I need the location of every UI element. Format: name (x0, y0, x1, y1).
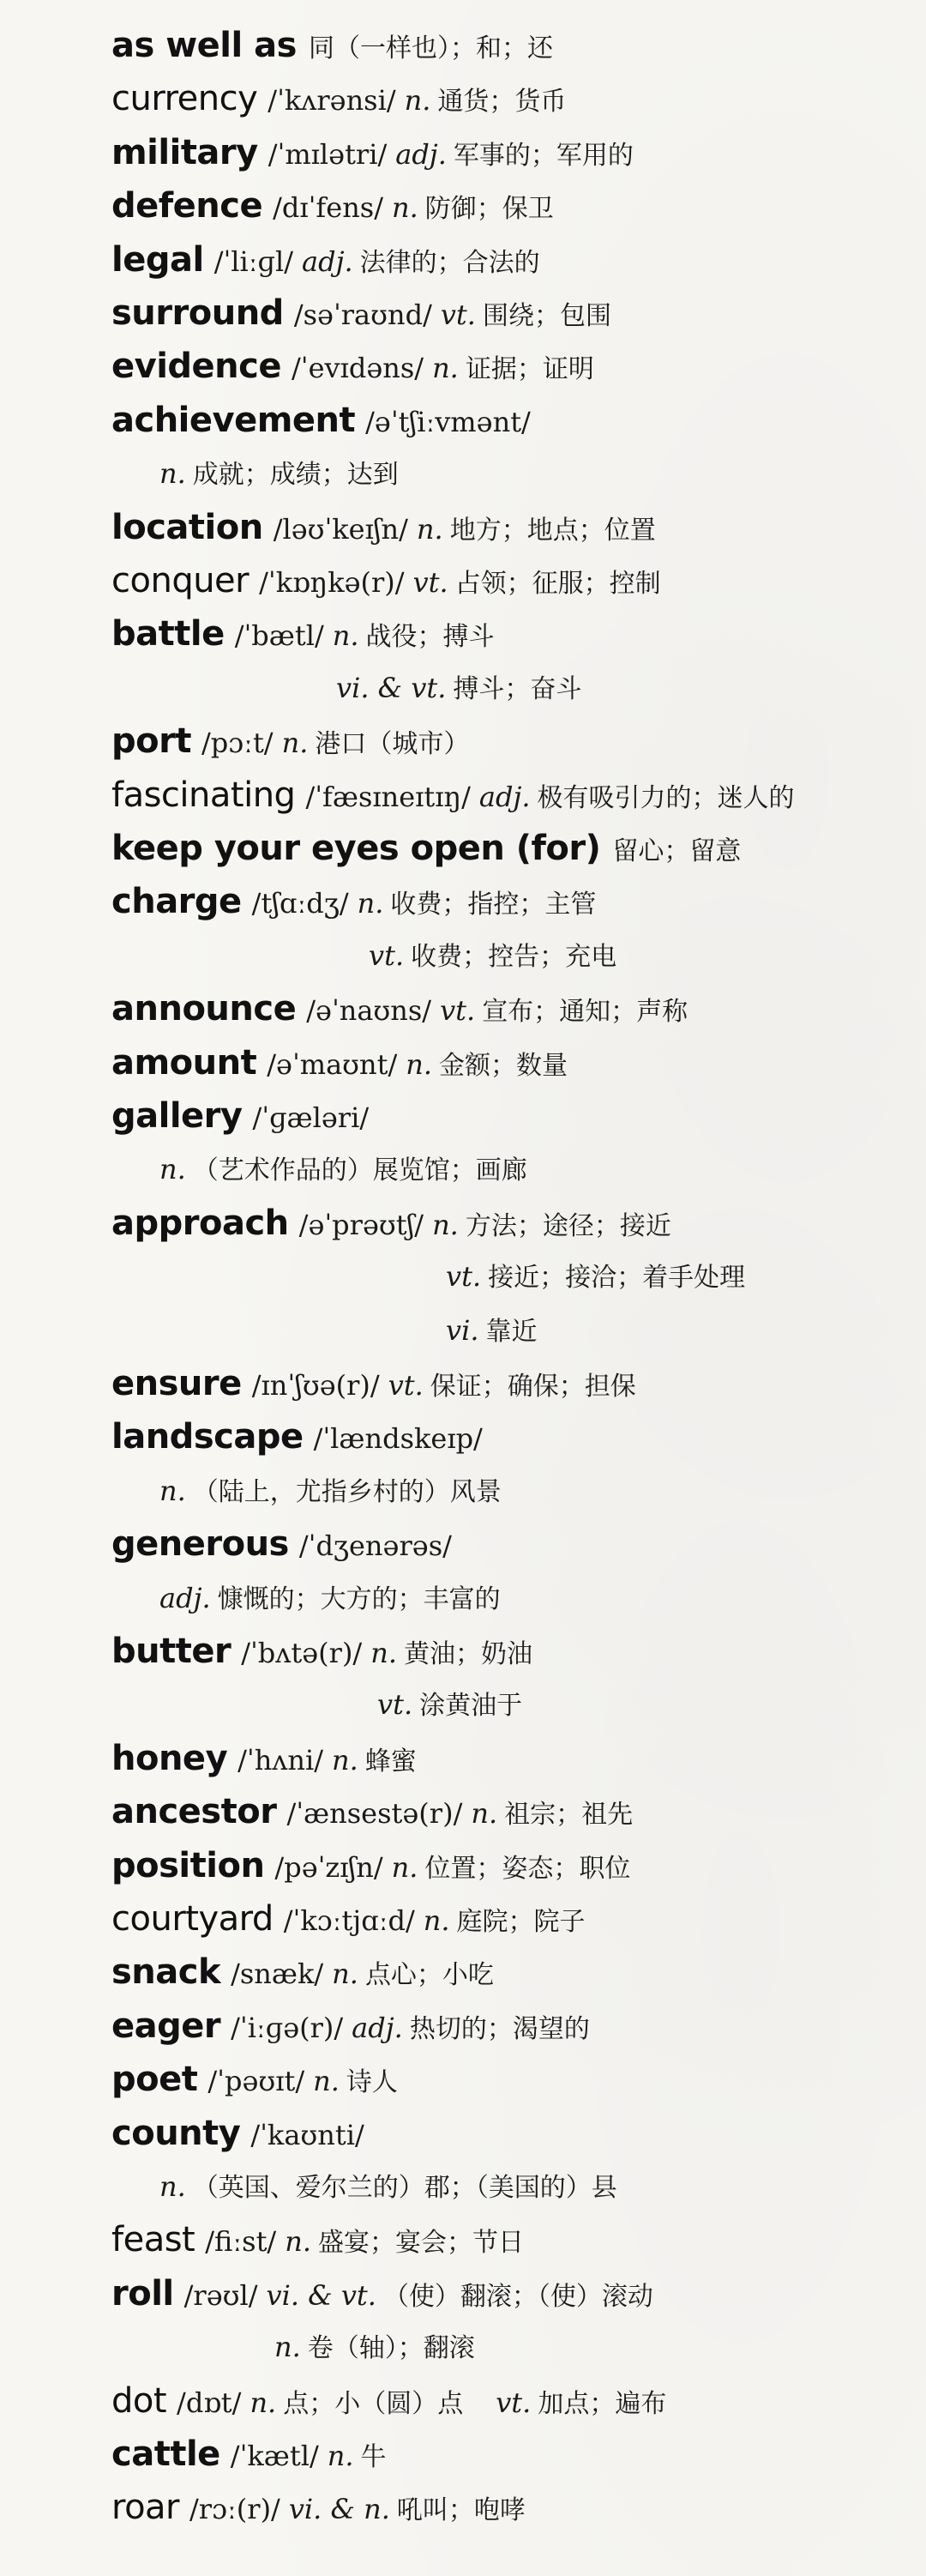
entry-continuation-line (159, 1572, 501, 1625)
phonetic: /ˈbʌtə(r)/ (241, 1637, 363, 1669)
part-of-speech: n. (416, 512, 443, 546)
phonetic: /dɒt/ (177, 2386, 242, 2419)
phonetic: /ˈfæsɪneɪtɪŋ/ (305, 780, 471, 813)
part-of-speech: n. (274, 2331, 301, 2364)
part-of-speech: n. (250, 2386, 277, 2419)
definition: 位置；姿态；职位 (424, 1853, 631, 1884)
phonetic: /snæk/ (231, 1958, 324, 1991)
definition: 庭院；院子 (456, 1907, 586, 1937)
headword: county (111, 2113, 241, 2153)
headword: conquer (111, 561, 250, 600)
entry-line (111, 287, 611, 340)
phonetic: /əˈmaʊnt/ (267, 1047, 398, 1081)
entry-line (111, 1625, 532, 1678)
entry-line (111, 179, 554, 232)
entry-line (111, 875, 596, 928)
headword: surround (111, 293, 284, 333)
headword: honey (111, 1738, 228, 1778)
phonetic: /ˈænsestə(r)/ (286, 1797, 463, 1831)
headword: dot (111, 2380, 167, 2421)
part-of-speech: vt. (369, 938, 405, 972)
phonetic: /ˈevɪdəns/ (292, 352, 424, 385)
entry-continuation-line (159, 2160, 617, 2213)
definition: 盛宴；宴会；节日 (317, 2228, 524, 2259)
part-of-speech: n. (391, 1850, 418, 1884)
definition: 诗人 (346, 2067, 398, 2098)
part-of-speech: adj. (478, 780, 531, 813)
entry-line (111, 1839, 630, 1892)
headword: generous (111, 1524, 289, 1565)
definition: 战役；搏斗 (365, 622, 495, 653)
entry-line (111, 72, 566, 125)
entry-line (111, 1946, 494, 1999)
headword: gallery (111, 1096, 243, 1136)
entry-continuation-line (159, 1143, 527, 1196)
headword: butter (111, 1632, 232, 1671)
phonetic: /ˈɡæləri/ (252, 1101, 370, 1134)
definition: 保证；确保；担保 (430, 1372, 636, 1402)
headword: snack (111, 1952, 221, 1993)
part-of-speech: n. (332, 1743, 358, 1777)
entry-line (111, 1785, 633, 1838)
entry-line (111, 126, 634, 179)
headword: battle (111, 614, 225, 655)
phonetic: /ˈkaʊnti/ (250, 2118, 364, 2151)
headword: defence (111, 186, 263, 226)
headword: location (111, 507, 263, 547)
entry-line (111, 1892, 586, 1946)
definition: 黄油；奶油 (403, 1639, 532, 1669)
entry-line (111, 2213, 524, 2266)
definition: 军事的；军用的 (453, 140, 634, 171)
entry-line (111, 2481, 526, 2534)
part-of-speech: adj. (159, 1581, 211, 1614)
definition: 法律的；合法的 (359, 247, 540, 278)
part-of-speech: vt. (496, 2386, 532, 2419)
entry-line (111, 2267, 653, 2320)
headword: ancestor (111, 1792, 277, 1832)
phonetic: /rɔː(r)/ (189, 2493, 280, 2526)
part-of-speech: vt. (440, 299, 476, 331)
entry-continuation-line (274, 2320, 475, 2374)
phonetic: /ˈkʌrənsi/ (268, 84, 396, 118)
phonetic: /ˈliːɡl/ (213, 244, 294, 278)
definition: 极有吸引力的；迷人的 (537, 782, 795, 813)
part-of-speech: n. (432, 1208, 459, 1241)
part-of-speech: n. (432, 352, 459, 385)
entry-line (111, 340, 594, 393)
phonetic: /ˈhʌni/ (238, 1743, 324, 1777)
entry-continuation-line (336, 661, 581, 715)
definition: 防御；保卫 (424, 194, 554, 225)
headword: eager (111, 2006, 221, 2046)
entry-line (111, 1732, 417, 1785)
headword: charge (111, 882, 242, 922)
entry-line (111, 1036, 568, 1089)
definition: 证据；证明 (465, 354, 594, 385)
entry-line (111, 2428, 387, 2481)
entry-continuation-line (369, 929, 616, 982)
phonetic: /ˈlændskeɪp/ (313, 1422, 483, 1456)
part-of-speech: adj. (352, 2011, 403, 2044)
entry-continuation-line (159, 1464, 502, 1517)
entry-continuation-line (377, 1678, 522, 1731)
entry-line (111, 982, 688, 1035)
definition: 点心；小吃 (364, 1960, 494, 1991)
headword: approach (111, 1203, 289, 1243)
phonetic: /ˈiːɡə(r)/ (231, 2011, 344, 2044)
entry-line (111, 233, 540, 287)
definition: 接近；接洽；着手处理 (488, 1263, 746, 1294)
headword: legal (111, 239, 204, 280)
part-of-speech: n. (159, 2170, 186, 2203)
part-of-speech: n. (404, 84, 431, 118)
phonetic: /əˈtʃiːvmənt/ (365, 405, 531, 438)
definition: 留心；留意 (612, 836, 742, 866)
entry-continuation-line (159, 447, 399, 500)
headword: cattle (111, 2434, 220, 2474)
headword: evidence (111, 347, 281, 387)
entry-line (111, 769, 795, 822)
headword: position (111, 1845, 265, 1885)
entry-line (111, 1517, 452, 1571)
headword: amount (111, 1042, 257, 1083)
phonetic: /tʃɑːdʒ/ (251, 887, 349, 920)
part-of-speech: n. (285, 2225, 311, 2259)
phonetic: /ˈpəʊɪt/ (207, 2065, 305, 2098)
definition: 点；小（圆）点 (283, 2388, 464, 2419)
phonetic: /səˈraʊnd/ (293, 299, 432, 331)
headword: achievement (111, 400, 356, 440)
definition: 收费；指控；主管 (390, 890, 597, 920)
phonetic: /əˈprəʊtʃ/ (298, 1208, 424, 1241)
headword: poet (111, 2060, 198, 2100)
definition: （艺术作品的）展览馆；画廊 (192, 1155, 527, 1186)
entry-line (111, 1410, 483, 1463)
phonetic: /fiːst/ (205, 2225, 277, 2259)
entry-line (111, 1197, 671, 1250)
part-of-speech: n. (281, 727, 309, 760)
headword: announce (111, 989, 297, 1029)
phonetic: /ɪnˈʃʊə(r)/ (251, 1369, 380, 1402)
definition: （使）翻滚；（使）滚动 (382, 2281, 653, 2312)
definition: 涂黄油于 (419, 1691, 523, 1722)
part-of-speech: vt. (412, 566, 448, 599)
definition: （陆上，尤指乡村的）风景 (192, 1476, 502, 1507)
phonetic: /ˈdʒenərəs/ (298, 1529, 452, 1563)
headword: landscape (111, 1417, 304, 1457)
definition: 方法；途径；接近 (465, 1210, 671, 1241)
entry-continuation-line (446, 1250, 745, 1303)
headword: currency (111, 79, 258, 119)
definition: 慷慨的；大方的；丰富的 (217, 1584, 501, 1614)
entry-line (111, 554, 661, 607)
part-of-speech: n. (423, 1904, 450, 1937)
headword: ensure (111, 1364, 242, 1403)
definition: 港口（城市） (315, 729, 470, 760)
part-of-speech: n. (159, 457, 186, 491)
part-of-speech: n. (471, 1797, 498, 1831)
definition: 牛 (360, 2442, 387, 2472)
part-of-speech: vt. (446, 1260, 482, 1294)
definition: 地方；地点；位置 (449, 515, 656, 546)
headword: feast (111, 2220, 195, 2260)
part-of-speech: n. (392, 191, 418, 225)
definition: 围绕；包围 (482, 301, 611, 331)
part-of-speech: vt. (440, 994, 476, 1028)
part-of-speech: vi. & vt. (266, 2278, 376, 2312)
definition: 占领；征服；控制 (454, 569, 661, 599)
headword: roll (111, 2273, 174, 2314)
part-of-speech: adj. (302, 244, 353, 278)
phonetic: /ˈmɪlətri/ (268, 137, 388, 171)
phonetic: /pɔːt/ (201, 727, 274, 760)
phonetic: /dɪˈfens/ (273, 191, 383, 225)
phonetic: /ˈkætl/ (230, 2440, 319, 2472)
definition: 金额；数量 (439, 1050, 568, 1081)
phonetic: /ˈkɔːtjɑːd/ (283, 1904, 415, 1937)
headword: roar (111, 2488, 179, 2528)
phonetic: /pəˈzɪʃn/ (274, 1850, 383, 1884)
definition: 同（一样也）；和；还 (308, 33, 553, 63)
entry-line (111, 501, 656, 554)
part-of-speech: n. (332, 619, 359, 653)
headword: courtyard (111, 1899, 274, 1939)
phonetic: /əˈnaʊns/ (306, 994, 432, 1028)
definition: （英国、爱尔兰的）郡；（美国的）县 (192, 2173, 617, 2203)
definition: 成就；成绩；达到 (192, 460, 399, 491)
definition: 宣布；通知；声称 (482, 997, 688, 1028)
part-of-speech: vt. (377, 1688, 413, 1722)
phonetic: /ləʊˈkeɪʃn/ (273, 512, 408, 546)
entry-line (111, 2107, 364, 2160)
headword: military (111, 132, 258, 172)
part-of-speech: n. (159, 1474, 186, 1507)
part-of-speech: n. (406, 1047, 433, 1081)
definition: 吼叫；咆哮 (396, 2495, 526, 2526)
headword: fascinating (111, 775, 296, 815)
entry-line (111, 2000, 590, 2053)
definition: 靠近 (485, 1316, 538, 1347)
headword: port (111, 721, 191, 762)
entry-continuation-line (446, 1304, 537, 1357)
part-of-speech: vi. & vt. (336, 671, 447, 704)
entry-line (111, 2374, 666, 2428)
part-of-speech: vi. (446, 1313, 479, 1347)
definition: 通货；货币 (437, 87, 567, 118)
part-of-speech: n. (370, 1637, 397, 1669)
entry-line (111, 2053, 398, 2106)
entry-line (111, 394, 531, 447)
entry-line (111, 1357, 636, 1410)
part-of-speech: n. (327, 2440, 354, 2472)
phonetic: /ˈbætl/ (234, 619, 324, 653)
entry-line (111, 1089, 369, 1143)
definition: 卷（轴）；翻滚 (307, 2333, 475, 2364)
phonetic: /ˈkɒŋkə(r)/ (259, 566, 405, 599)
entry-line (111, 715, 469, 768)
entry-line (111, 822, 741, 875)
headword: as well as (111, 26, 297, 65)
definition: 蜂蜜 (364, 1746, 417, 1777)
entry-line (111, 607, 495, 661)
definition: 热切的；渴望的 (409, 2013, 590, 2044)
part-of-speech: vt. (388, 1369, 424, 1402)
part-of-speech: adj. (395, 137, 447, 171)
part-of-speech: n. (357, 887, 384, 920)
part-of-speech: n. (313, 2065, 340, 2098)
definition: 收费；控告；充电 (411, 941, 617, 972)
part-of-speech: n. (159, 1153, 186, 1186)
definition: 祖宗；祖先 (504, 1800, 634, 1831)
headword: keep your eyes open (for) (111, 829, 601, 868)
part-of-speech: vi. & n. (288, 2493, 390, 2526)
definition: 搏斗；奋斗 (453, 673, 582, 704)
entry-line (111, 19, 553, 72)
part-of-speech: n. (332, 1958, 358, 1991)
definition: 加点；遍布 (538, 2388, 667, 2419)
phonetic: /rəʊl/ (183, 2278, 258, 2312)
